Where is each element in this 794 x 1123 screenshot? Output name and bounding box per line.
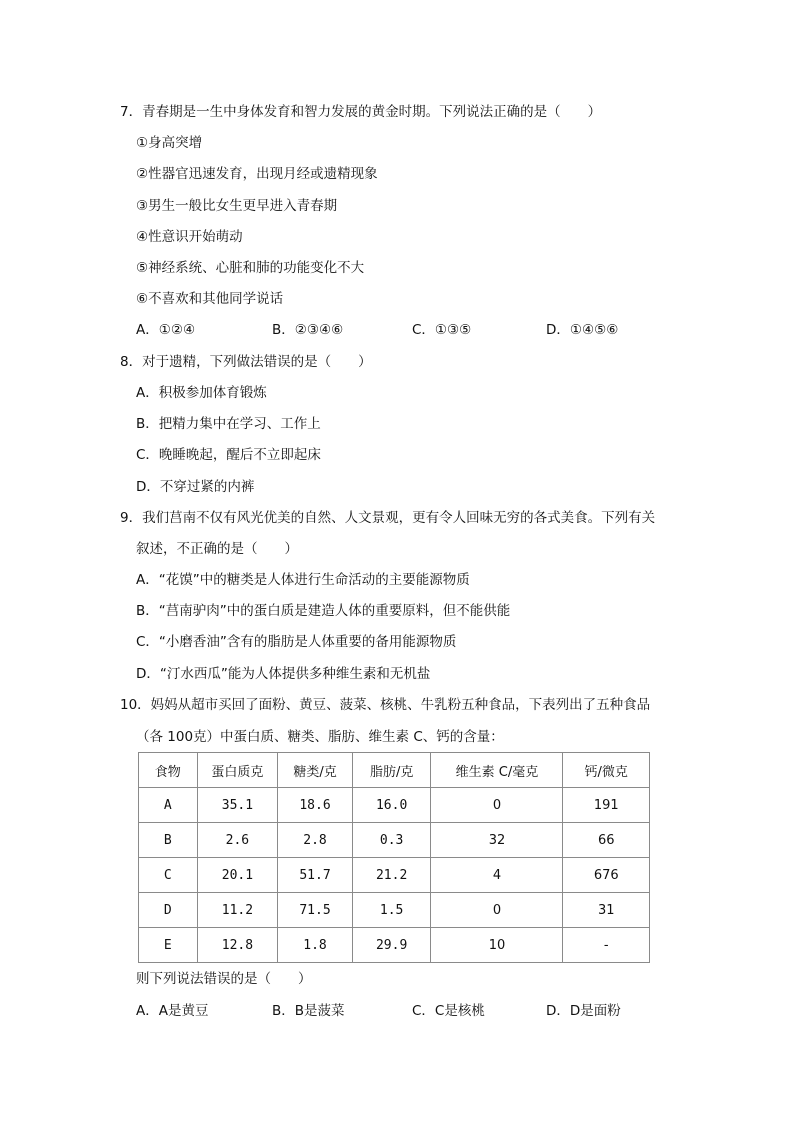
table-cell: 0: [431, 893, 563, 928]
table-header-cell: 食物: [139, 753, 198, 788]
table-cell: E: [139, 928, 198, 963]
question-10-stem-line-1: 10．妈妈从超市买回了面粉、黄豆、菠菜、核桃、牛乳粉五种食品，下表列出了五种食品: [120, 697, 651, 713]
question-7-item-5: ⑤神经系统、心脏和肺的功能变化不大: [136, 260, 365, 276]
table-cell: 11.2: [197, 893, 278, 928]
table-cell: 0: [431, 788, 563, 823]
table-header-cell: 维生素 C/毫克: [431, 753, 563, 788]
question-9-option-c: C．“小磨香油”含有的脂肪是人体重要的备用能源物质: [136, 634, 457, 650]
question-9-option-b: B．“莒南驴肉”中的蛋白质是建造人体的重要原料，但不能供能: [136, 603, 511, 619]
table-cell: 21.2: [352, 858, 431, 893]
table-cell: 1.5: [352, 893, 431, 928]
table-cell: 32: [431, 823, 563, 858]
nutrition-table: [138, 752, 650, 963]
question-9-option-d: D．“汀水西瓜”能为人体提供多种维生素和无机盐: [136, 666, 431, 682]
table-cell: 18.6: [278, 788, 353, 823]
table-row: [139, 823, 650, 858]
table-cell: B: [139, 823, 198, 858]
table-row: [139, 788, 650, 823]
table-cell: 2.6: [197, 823, 278, 858]
table-row: [139, 928, 650, 963]
table-cell: 20.1: [197, 858, 278, 893]
table-cell: 71.5: [278, 893, 353, 928]
question-7-item-4: ④性意识开始萌动: [136, 229, 243, 245]
table-cell: 12.8: [197, 928, 278, 963]
table-cell: 676: [563, 858, 650, 893]
table-header-cell: 脂肪/克: [352, 753, 431, 788]
question-8-option-a: A．积极参加体育锻炼: [136, 385, 267, 401]
question-7-item-6: ⑥不喜欢和其他同学说话: [136, 291, 284, 307]
table-cell: -: [563, 928, 650, 963]
question-9-option-a: A．“花馍”中的糖类是人体进行生命活动的主要能源物质: [136, 572, 470, 588]
table-row: [139, 893, 650, 928]
table-header-cell: 蛋白质克: [197, 753, 278, 788]
table-cell: 10: [431, 928, 563, 963]
question-8-option-b: B．把精力集中在学习、工作上: [136, 416, 321, 432]
table-cell: 191: [563, 788, 650, 823]
table-cell: D: [139, 893, 198, 928]
table-header-cell: 钙/微克: [563, 753, 650, 788]
question-8-stem: 8．对于遗精，下列做法错误的是（ ）: [120, 354, 372, 370]
table-cell: 29.9: [352, 928, 431, 963]
question-9-stem-line-1: 9．我们莒南不仅有风光优美的自然、人文景观，更有令人回味无穷的各式美食。下列有关: [120, 510, 656, 526]
question-7-item-2: ②性器官迅速发育，出现月经或遗精现象: [136, 166, 378, 182]
question-10-option-c: C．C是核桃: [412, 1003, 485, 1019]
question-10-option-b: B．B是菠菜: [272, 1003, 345, 1019]
table-cell: 66: [563, 823, 650, 858]
question-10-follow-up: 则下列说法错误的是（ ）: [136, 971, 312, 987]
question-10-option-a: A．A是黄豆: [136, 1003, 209, 1019]
table-cell: 51.7: [278, 858, 353, 893]
question-7-item-1: ①身高突增: [136, 135, 203, 151]
question-7-stem: 7．青春期是一生中身体发育和智力发展的黄金时期。下列说法正确的是（ ）: [120, 104, 602, 120]
table-row: [139, 858, 650, 893]
question-7-option-b: B．②③④⑥: [272, 322, 344, 338]
question-10-stem-line-2: （各 100克）中蛋白质、糖类、脂肪、维生素 C、钙的含量：: [136, 729, 504, 745]
question-7-option-d: D．①④⑤⑥: [546, 322, 619, 338]
table-cell: C: [139, 858, 198, 893]
table-cell: 0.3: [352, 823, 431, 858]
question-7-option-c: C．①③⑤: [412, 322, 472, 338]
question-8-option-d: D．不穿过紧的内裤: [136, 479, 255, 495]
table-cell: 1.8: [278, 928, 353, 963]
question-8-option-c: C．晚睡晚起，醒后不立即起床: [136, 447, 321, 463]
question-9-stem-line-2: 叙述，不正确的是（ ）: [136, 541, 298, 557]
table-cell: 2.8: [278, 823, 353, 858]
table-header-row: [139, 753, 650, 788]
table-cell: 35.1: [197, 788, 278, 823]
table-cell: 4: [431, 858, 563, 893]
table-cell: A: [139, 788, 198, 823]
question-7-option-a: A．①②④: [136, 322, 196, 338]
table-header-cell: 糖类/克: [278, 753, 353, 788]
table-cell: 16.0: [352, 788, 431, 823]
question-7-item-3: ③男生一般比女生更早进入青春期: [136, 198, 338, 214]
table-cell: 31: [563, 893, 650, 928]
question-10-option-d: D．D是面粉: [546, 1003, 621, 1019]
